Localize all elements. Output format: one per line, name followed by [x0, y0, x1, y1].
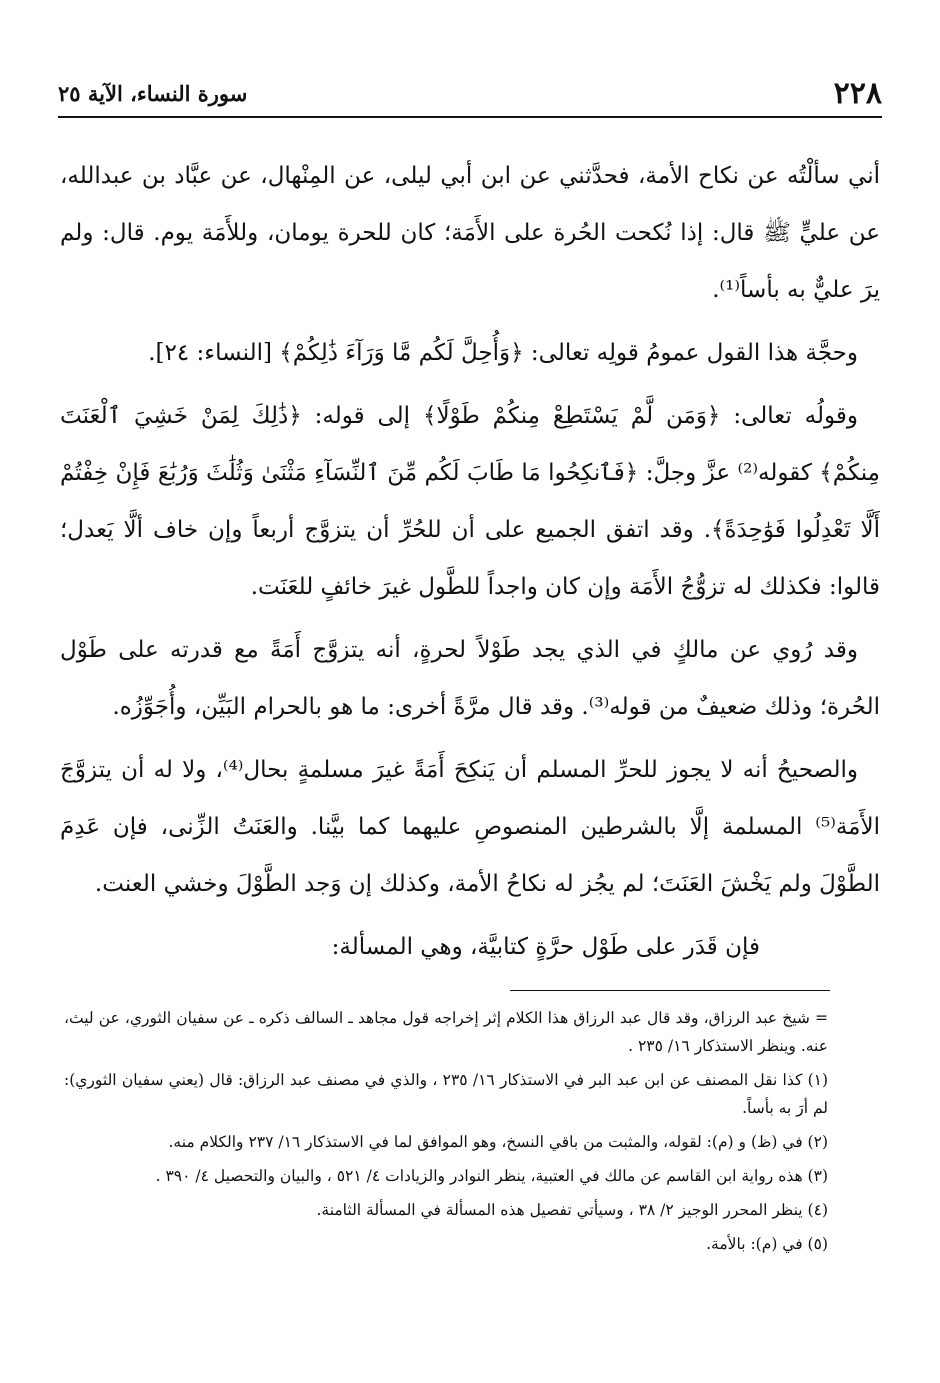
footnote-1: (١) كذا نقل المصنف عن ابن عبد البر في الاستذكار ١٦/ ٢٣٥ ، والذي في مصنف عبد الرزاق: قال (يعني سفيان الثوري): لم أرَ به بأساً.: [64, 1071, 829, 1117]
footnote-2: (٢) في (ظ) و (م): لقوله، والمثبت من باقي النسخ، وهو الموافق لما في الاستذكار ١٦/ ٢٣٧ والكلام منه.: [168, 1133, 828, 1151]
footnotes: [64, 1004, 828, 1264]
footnote-rule: [510, 990, 830, 991]
header-rule: [58, 116, 882, 118]
paragraph-5: والصحيحُ أنه لا يجوز للحرِّ المسلم أن يَنكِحَ أَمَةً غيرَ مسلمةٍ بحال⁽⁴⁾، ولا له أن يتزوَّجَ الأَمَة⁽⁵⁾ المسلمة إلَّا بالشرطين المنصوصِ عليهما كما بيَّنا. والعَنَتُ الزِّنى، فإن عَدِمَ الطَّوْلَ ولم يَخْشَ العَنَتَ؛ لم يجُز له نكاحُ الأمة، وكذلك إن وَجد الطَّوْلَ وخشي العنت.: [60, 757, 880, 897]
main-text: [60, 148, 880, 982]
footnote-continuation: = شيخ عبد الرزاق، وقد قال عبد الرزاق هذا الكلام إثر إخراجه قول مجاهد ـ السالف ذكره ـ عن سفيان الثوري، عن ليث، عنه. وينظر الاستذكار ١٦/ ٢٣٥ .: [64, 1009, 828, 1055]
footnote-3: (٣) هذه رواية ابن القاسم عن مالك في العتبية، ينظر النوادر والزيادات ٤/ ٥٢١ ، والبيان والتحصيل ٤/ ٣٩٠ .: [155, 1167, 828, 1185]
footnote-4: (٤) ينظر المحرر الوجيز ٢/ ٣٨ ، وسيأتي تفصيل هذه المسألة في المسألة الثامنة.: [316, 1201, 828, 1219]
footnote-5: (٥) في (م): بالأمة.: [706, 1235, 828, 1253]
paragraph-3: وقولُه تعالى: ﴿وَمَن لَّمْ يَسْتَطِعْ مِنكُمْ طَوْلًا﴾ إلى قوله: ﴿ذَٰلِكَ لِمَنْ خَشِيَ ٱلْعَنَتَ مِنكُمْ﴾ كقوله⁽²⁾ عزَّ وجلَّ: ﴿فَٱنكِحُوا مَا طَابَ لَكُم مِّنَ ٱلنِّسَآءِ مَثْنَىٰ وَثُلَٰثَ وَرُبَٰعَ فَإِنْ خِفْتُمْ أَلَّا تَعْدِلُوا فَوَٰحِدَةً﴾. وقد اتفق الجميع على أن للحُرِّ أن يتزوَّج أربعاً وإن خاف ألَّا يَعدل؛ قالوا: فكذلك له تزوُّجُ الأَمَة وإن كان واجداً للطَّول غيرَ خائفٍ للعَنَت.: [60, 403, 880, 600]
paragraph-1: أني سألْتُه عن نكاح الأمة، فحدَّثني عن ابن أبي ليلى، عن المِنْهال، عن عبَّاد بن عبدالله، عن عليٍّ ﷺ قال: إذا نُكحت الحُرة على الأَمَة؛ كان للحرة يومان، وللأَمَة يوم. قال: ولم يرَ عليٌّ به بأساً⁽¹⁾.: [60, 163, 880, 303]
page-number: ٢٢٨: [833, 76, 882, 111]
paragraph-2: وحجَّة هذا القول عمومُ قولِه تعالى: ﴿وَأُحِلَّ لَكُم مَّا وَرَآءَ ذَٰلِكُمْ﴾ [النساء: ٢٤].: [148, 340, 858, 366]
paragraph-4: وقد رُوي عن مالكٍ في الذي يجد طَوْلاً لحرةٍ، أنه يتزوَّج أَمَةً مع قدرته على طَوْل الحُرة؛ وذلك ضعيفٌ من قوله⁽³⁾. وقد قال مرَّةً أخرى: ما هو بالحرام البَيِّن، وأُجَوِّزُه.: [60, 637, 880, 720]
page-header: [58, 72, 882, 112]
running-title: سورة النساء، الآية ٢٥: [58, 81, 248, 106]
paragraph-6: فإن قَدَر على طَوْل حرَّةٍ كتابيَّة، وهي المسألة:: [331, 934, 760, 960]
